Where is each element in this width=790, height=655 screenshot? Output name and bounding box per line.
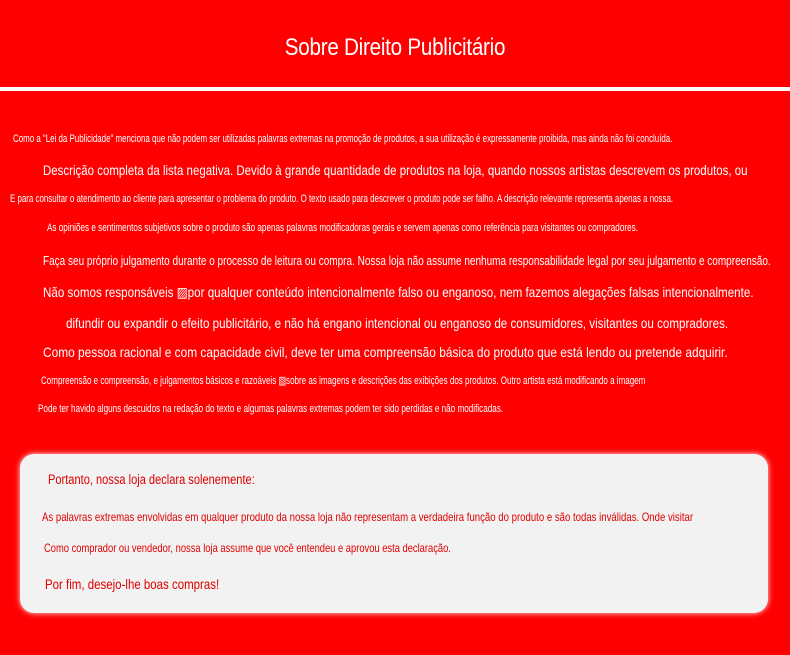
paragraph-line: E para consultar o atendimento ao cliente para apresentar o problema do produto. O texto usado para descrever o produto pode ser falho. A descrição relevante representa apenas a nossa. xyxy=(10,193,674,205)
paragraph-line: Faça seu próprio julgamento durante o processo de leitura ou compra. Nossa loja não assume nenhuma responsabilidade legal por seu julgamento e compreensão. xyxy=(43,254,771,268)
paragraph-line: Compreensão e compreensão, e julgamentos básicos e razoáveis ▨sobre as imagens e descrições das exibições dos produtos. Outro artista está modificando a imagem xyxy=(41,375,646,387)
paragraph-line: difundir ou expandir o efeito publicitário, e não há engano intencional ou enganoso de consumidores, visitantes ou compradores. xyxy=(66,315,729,331)
declaration-closing: Por fim, desejo-lhe boas compras! xyxy=(45,576,220,592)
declaration-box xyxy=(20,454,768,613)
paragraph-line: Como a "Lei da Publicidade" menciona que não podem ser utilizadas palavras extremas na promoção de produtos, a sua utilização é expressamente proibida, mas ainda não foi concluída. xyxy=(13,133,673,145)
declaration-line: As palavras extremas envolvidas em qualquer produto da nossa loja não representam a verdadeira função do produto e são todas inválidas. Onde visitar xyxy=(42,510,694,524)
declaration-line: Como comprador ou vendedor, nossa loja assume que você entendeu e aprovou esta declaração. xyxy=(44,541,451,555)
paragraph-line: Descrição completa da lista negativa. Devido à grande quantidade de produtos na loja, quando nossos artistas descrevem os produtos, ou xyxy=(43,162,748,178)
paragraph-line: Como pessoa racional e com capacidade civil, deve ter uma compreensão básica do produto que está lendo ou pretende adquirir. xyxy=(43,344,728,360)
declaration-heading: Portanto, nossa loja declara solenemente: xyxy=(48,472,255,487)
title-divider xyxy=(0,87,790,91)
paragraph-line: Não somos responsáveis ▨por qualquer conteúdo intencionalmente falso ou enganoso, nem fazemos alegações falsas intencionalmente. xyxy=(43,284,754,300)
paragraph-line: As opiniões e sentimentos subjetivos sobre o produto são apenas palavras modificadoras gerais e servem apenas como referência para visitantes ou compradores. xyxy=(47,222,638,234)
paragraph-line: Pode ter havido alguns descuidos na redação do texto e algumas palavras extremas podem ter sido perdidas e não modificadas. xyxy=(38,403,504,415)
page-title: Sobre Direito Publicitário xyxy=(284,34,506,61)
